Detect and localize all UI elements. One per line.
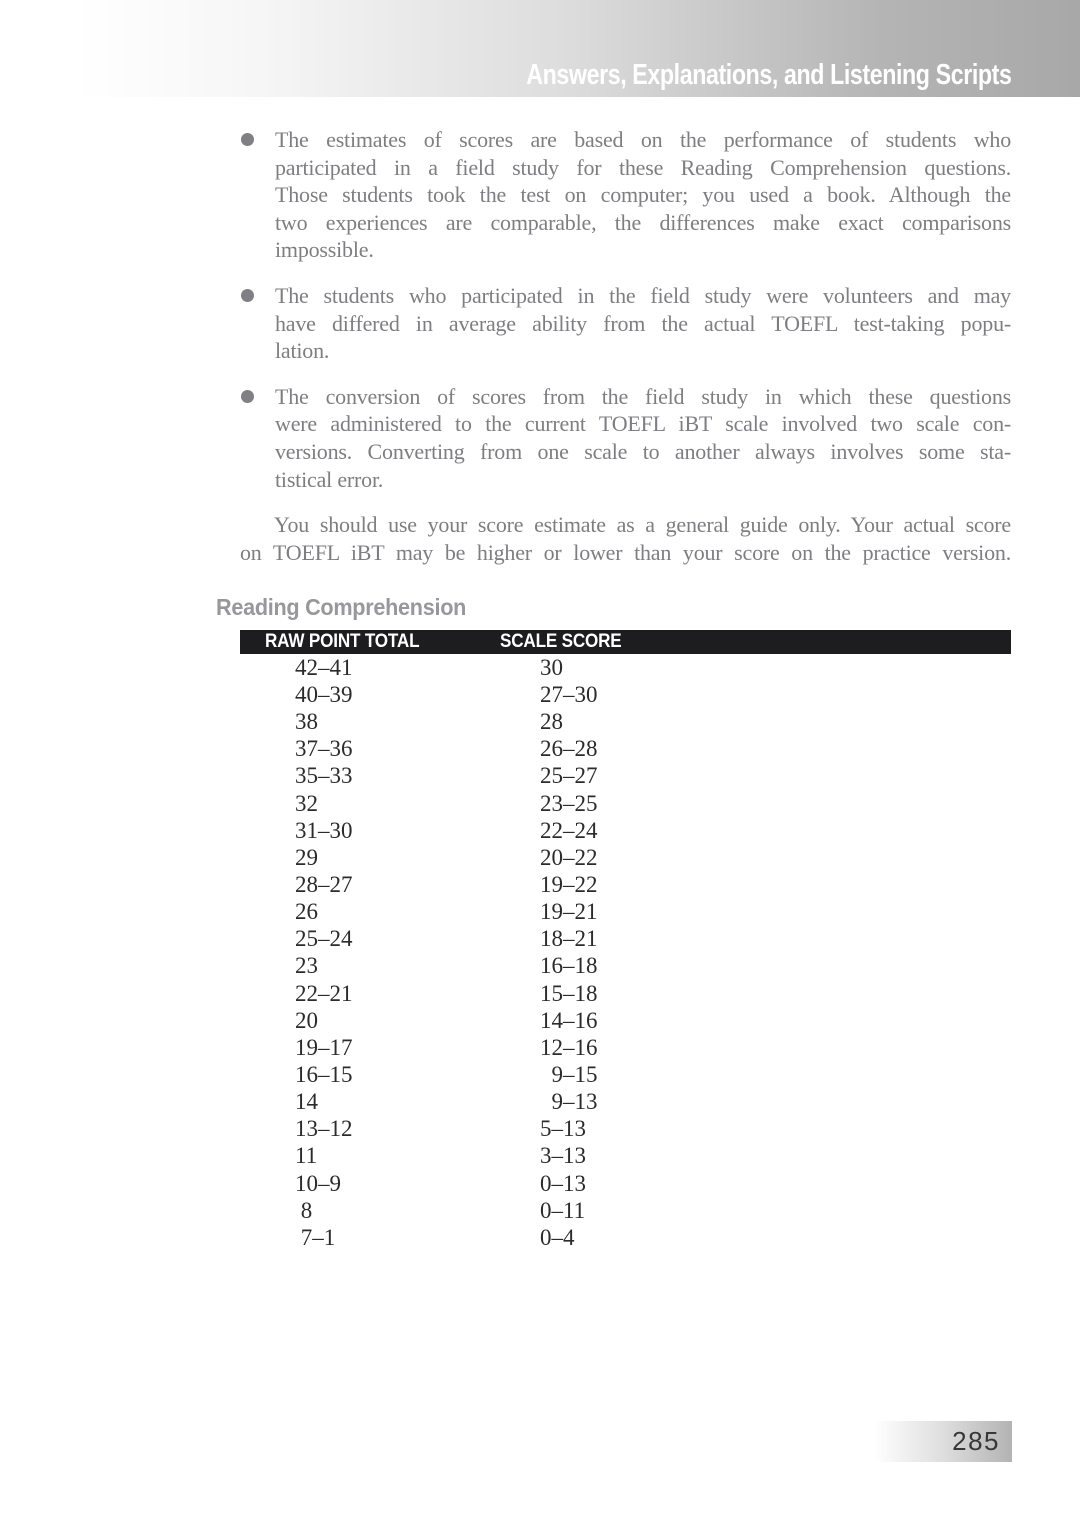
scale-score-cell: 20–22 bbox=[540, 844, 598, 870]
scale-score-header-label: SCALE SCORE bbox=[500, 631, 622, 653]
raw-point-cell: 19–17 bbox=[295, 1034, 353, 1060]
bullet-icon bbox=[241, 390, 254, 403]
page-header-band bbox=[0, 0, 1080, 97]
bullet-text bbox=[275, 126, 1011, 264]
raw-point-cell: 13–12 bbox=[295, 1116, 353, 1142]
table-row bbox=[240, 1089, 1011, 1116]
raw-point-cell: 26 bbox=[295, 899, 318, 925]
table-row bbox=[240, 1034, 1011, 1061]
scale-score-cell: 19–22 bbox=[540, 872, 598, 897]
score-table-header-row bbox=[240, 630, 1011, 654]
table-row bbox=[240, 1116, 1011, 1143]
scale-score-cell: 16–18 bbox=[540, 953, 598, 979]
scale-score-cell: 14–16 bbox=[540, 1007, 598, 1033]
scale-score-cell: 18–21 bbox=[540, 926, 598, 952]
text-line: impossible. bbox=[275, 237, 374, 263]
bullet-item bbox=[240, 282, 1011, 365]
text-line: were administered to the current TOEFL iBT scale involved two scale con- bbox=[275, 411, 1011, 437]
text-line: participated in a field study for these Reading Comprehension questions. bbox=[275, 154, 1011, 180]
scale-score-cell: 12–16 bbox=[540, 1034, 598, 1060]
bullet-item bbox=[240, 126, 1011, 264]
text-line: on TOEFL iBT may be higher or lower than your score on the practice version. bbox=[240, 539, 1011, 565]
table-row bbox=[240, 871, 1011, 898]
table-row bbox=[240, 1224, 1011, 1251]
bullet-list bbox=[240, 126, 1011, 493]
scale-score-cell: 15–18 bbox=[540, 980, 598, 1006]
scale-score-cell: 9–15 bbox=[540, 1061, 598, 1087]
section-heading: Reading Comprehension bbox=[216, 594, 467, 621]
raw-point-cell: 28–27 bbox=[295, 872, 353, 897]
scale-score-cell: 30 bbox=[540, 654, 563, 680]
raw-point-cell: 32 bbox=[295, 790, 318, 816]
bullet-icon bbox=[241, 133, 254, 146]
page-number: 285 bbox=[952, 1426, 1000, 1456]
raw-point-total-header-cell bbox=[265, 631, 500, 653]
scale-score-cell: 0–13 bbox=[540, 1170, 586, 1196]
raw-point-cell: 22–21 bbox=[295, 980, 353, 1006]
scale-score-cell: 19–21 bbox=[540, 899, 598, 925]
bullet-text bbox=[275, 282, 1011, 365]
bullet-item bbox=[240, 383, 1011, 493]
scale-score-cell: 9–13 bbox=[540, 1089, 598, 1115]
content-area bbox=[216, 126, 1011, 1251]
raw-point-cell: 35–33 bbox=[295, 763, 353, 789]
scale-score-cell: 27–30 bbox=[540, 682, 598, 708]
text-line: two experiences are comparable, the differences make exact comparisons bbox=[275, 209, 1011, 235]
table-row bbox=[240, 1061, 1011, 1088]
raw-point-cell: 14 bbox=[295, 1089, 318, 1115]
page-header-title: Answers, Explanations, and Listening Scripts bbox=[525, 59, 1011, 91]
table-row bbox=[240, 1170, 1011, 1197]
bullet-icon bbox=[241, 289, 254, 302]
bullet-text bbox=[275, 383, 1011, 493]
table-row bbox=[240, 817, 1011, 844]
text-line: The estimates of scores are based on the performance of students who bbox=[275, 127, 1011, 152]
table-row bbox=[240, 980, 1011, 1007]
table-row bbox=[240, 926, 1011, 953]
raw-point-cell: 29 bbox=[295, 844, 318, 870]
table-row bbox=[240, 681, 1011, 708]
table-row bbox=[240, 1197, 1011, 1224]
table-row bbox=[240, 953, 1011, 980]
raw-point-cell: 10–9 bbox=[295, 1170, 341, 1196]
text-line: You should use your score estimate as a general guide only. Your actual score bbox=[274, 512, 1011, 538]
scale-score-cell: 25–27 bbox=[540, 763, 598, 789]
raw-point-cell: 16–15 bbox=[295, 1061, 353, 1087]
raw-point-cell: 31–30 bbox=[295, 817, 353, 843]
table-row bbox=[240, 1143, 1011, 1170]
closing-paragraph bbox=[240, 511, 1011, 566]
score-table-body bbox=[240, 654, 1011, 1251]
table-row bbox=[240, 654, 1011, 681]
raw-point-cell: 38 bbox=[295, 709, 318, 735]
raw-point-cell: 11 bbox=[295, 1143, 318, 1169]
scale-score-cell: 23–25 bbox=[540, 790, 598, 816]
raw-point-cell: 20 bbox=[295, 1007, 318, 1033]
table-row bbox=[240, 844, 1011, 871]
text-line: versions. Converting from one scale to another always involves some sta- bbox=[275, 438, 1011, 464]
text-line: Those students took the test on computer; you used a book. Although the bbox=[275, 182, 1011, 208]
text-line: tistical error. bbox=[275, 466, 384, 492]
page-number-tab bbox=[874, 1421, 1012, 1462]
raw-point-cell: 8 bbox=[295, 1197, 313, 1223]
table-row bbox=[240, 709, 1011, 736]
scale-score-header-cell bbox=[500, 631, 1011, 653]
raw-point-total-header-label: RAW POINT TOTAL bbox=[265, 631, 420, 653]
text-line: The conversion of scores from the field study in which these questions bbox=[275, 383, 1011, 409]
scale-score-cell: 26–28 bbox=[540, 736, 598, 762]
scale-score-cell: 28 bbox=[540, 709, 563, 735]
table-row bbox=[240, 763, 1011, 790]
table-row bbox=[240, 790, 1011, 817]
scale-score-cell: 0–4 bbox=[540, 1224, 575, 1250]
text-line: have differed in average ability from the actual TOEFL test-taking popu- bbox=[275, 310, 1011, 336]
raw-point-cell: 42–41 bbox=[295, 654, 353, 680]
raw-point-cell: 7–1 bbox=[295, 1224, 336, 1250]
text-line: The students who participated in the field study were volunteers and may bbox=[275, 282, 1011, 308]
table-row bbox=[240, 736, 1011, 763]
raw-point-cell: 23 bbox=[295, 953, 318, 979]
raw-point-cell: 37–36 bbox=[295, 736, 353, 762]
text-line: lation. bbox=[275, 338, 330, 364]
raw-point-cell: 25–24 bbox=[295, 926, 353, 952]
score-table bbox=[240, 630, 1011, 1251]
scale-score-cell: 22–24 bbox=[540, 817, 598, 843]
scale-score-cell: 3–13 bbox=[540, 1143, 586, 1169]
table-row bbox=[240, 1007, 1011, 1034]
scale-score-cell: 0–11 bbox=[540, 1197, 586, 1223]
table-row bbox=[240, 899, 1011, 926]
scale-score-cell: 5–13 bbox=[540, 1116, 586, 1142]
raw-point-cell: 40–39 bbox=[295, 682, 353, 708]
